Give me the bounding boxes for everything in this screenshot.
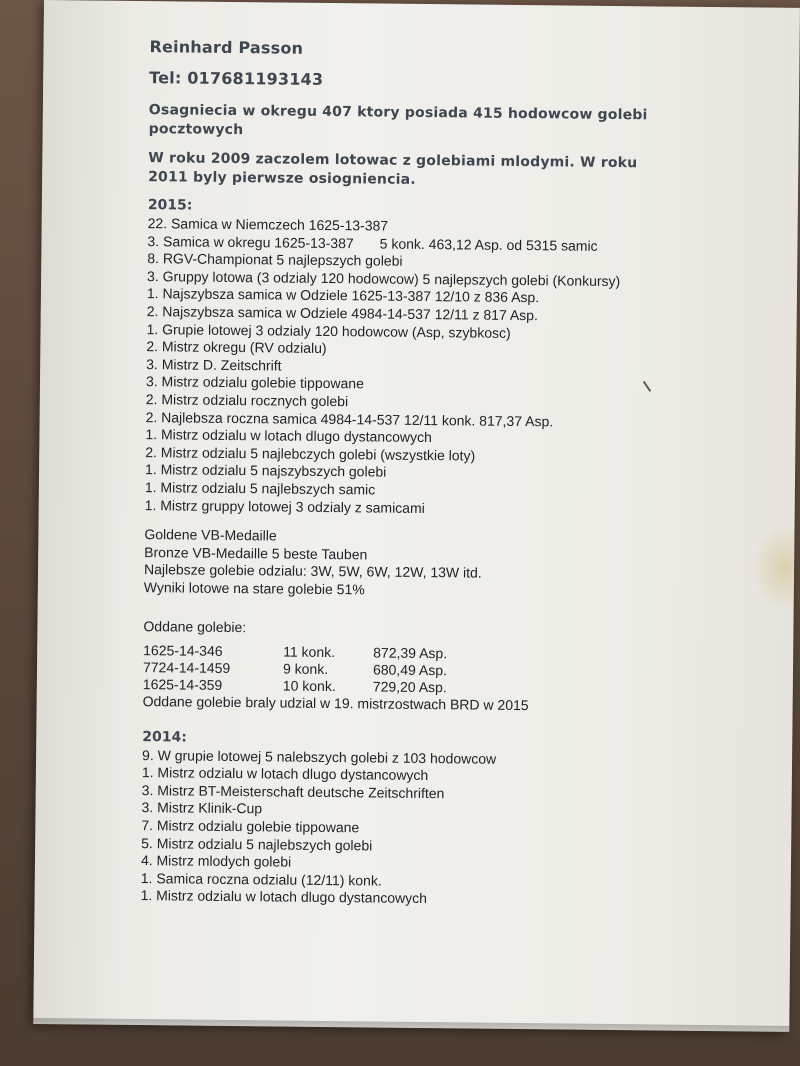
- sold-pigeons-table: [143, 642, 704, 699]
- list-item-text: 3. Samica w okregu 1625-13-387: [147, 232, 354, 251]
- list-item: 1. Najszybsza samica w Odziele 1625-13-387 12/10 z 836 Asp.: [146, 285, 540, 306]
- list-item: 2. Mistrz okregu (RV odzialu): [146, 338, 327, 357]
- list-item: 1. Samica roczna odzialu (12/11) konk.: [140, 869, 382, 889]
- ring-number: 1625-14-346: [143, 642, 223, 659]
- ring-number: 1625-14-359: [142, 676, 223, 693]
- list-item: 1. Mistrz odzialu 5 najszybszych golebi: [145, 461, 387, 480]
- achievements-2014: [141, 747, 703, 911]
- document-sheet: [33, 0, 800, 1032]
- phone-number: Tel: 017681193143: [149, 68, 324, 89]
- medal-line: Goldene VB-Medaille: [144, 526, 277, 544]
- author-name: Reinhard Passon: [149, 37, 304, 58]
- asp-value: 729,20 Asp.: [372, 678, 447, 696]
- list-item: 3. Mistrz D. Zeitschrift: [146, 355, 282, 374]
- best-pigeons-line: Najlebsze golebie odzialu: 3W, 5W, 6W, 12W, 13W itd.: [143, 561, 482, 581]
- list-item: 1. Mistrz odzialu w lotach dlugo dystancowych: [145, 426, 432, 446]
- list-item: 1. Mistrz gruppy lotowej 3 odzialy z samicami: [144, 496, 425, 516]
- list-item: 7. Mistrz odzialu golebie tippowane: [141, 817, 360, 836]
- list-item: 2. Mistrz odzialu rocznych golebi: [145, 391, 349, 410]
- medals-block: [144, 526, 705, 602]
- intro-history: W roku 2009 zaczolem lotowac z golebiami mlodymi. W roku 2011 byly pierwsze osiogniencia.: [148, 150, 638, 188]
- list-item: 1. Mistrz odzialu 5 najlebszych samic: [144, 478, 376, 498]
- list-item: 4. Mistrz mlodych golebi: [140, 852, 292, 870]
- list-item: 2. Najlebsza roczna samica 4984-14-537 12/11 konk. 817,37 Asp.: [145, 408, 554, 429]
- list-item: 2. Mistrz odzialu 5 najlebczych golebi (wszystkie loty): [145, 443, 476, 464]
- list-item: 22. Samica w Niemczech 1625-13-387: [147, 215, 389, 234]
- list-item: 2. Najszybsza samica w Odziele 4984-14-537 12/11 z 817 Asp.: [146, 303, 538, 324]
- list-item: 5. Mistrz odzialu 5 najlebszych golebi: [141, 834, 373, 854]
- asp-value: 872,39 Asp.: [373, 644, 448, 662]
- paper-edge-shadow: [33, 1018, 789, 1032]
- list-item: 3. Gruppy lotowa (3 odzialy 120 hodowcow) 5 najlepszych golebi (Konkursy): [147, 267, 621, 289]
- list-item: 1. Mistrz odzialu w lotach dlugo dystancowych: [140, 887, 428, 907]
- list-item: 8. RGV-Championat 5 najlepszych golebi: [147, 250, 403, 269]
- list-item: 1. Mistrz odzialu w lotach dlugo dystancowych: [141, 764, 429, 784]
- results-line: Wyniki lotowe na stare golebie 51%: [143, 578, 365, 598]
- konk-count: 11 konk.: [283, 643, 336, 661]
- asp-value: 680,49 Asp.: [372, 661, 448, 679]
- section-title-2014: 2014:: [142, 728, 187, 746]
- medal-line: Bronze VB-Medaille 5 beste Tauben: [144, 543, 368, 563]
- sold-note: Oddane golebie braly udzial w 19. mistrzostwach BRD w 2015: [142, 693, 529, 714]
- sold-title: Oddane golebie:: [143, 618, 247, 636]
- list-item-detail: 5 konk. 463,12 Asp. od 5315 samic: [379, 235, 598, 254]
- list-item: 3. Mistrz BT-Meisterschaft deutsche Zeitschriften: [141, 781, 445, 802]
- section-title-2015: 2015:: [147, 197, 193, 214]
- list-item: 3. Mistrz Klinik-Cup: [141, 799, 263, 817]
- intro-district: Osagniecia w okregu 407 ktory posiada 415 hodowcow golebi pocztowych: [148, 102, 648, 139]
- achievements-2015: [145, 215, 708, 520]
- list-item: 1. Grupie lotowej 3 odzialy 120 hodowcow (Asp, szybkosc): [146, 320, 511, 341]
- ring-number: 7724-14-1459: [142, 659, 231, 677]
- paper-stain: [754, 527, 800, 608]
- konk-count: 10 konk.: [282, 677, 336, 695]
- document-content: [141, 37, 710, 911]
- list-item: 3. Mistrz odzialu golebie tippowane: [145, 373, 364, 392]
- list-item: 9. W grupie lotowej 5 nalebszych golebi z 103 hodowcow: [142, 746, 497, 767]
- konk-count: 9 konk.: [282, 660, 329, 678]
